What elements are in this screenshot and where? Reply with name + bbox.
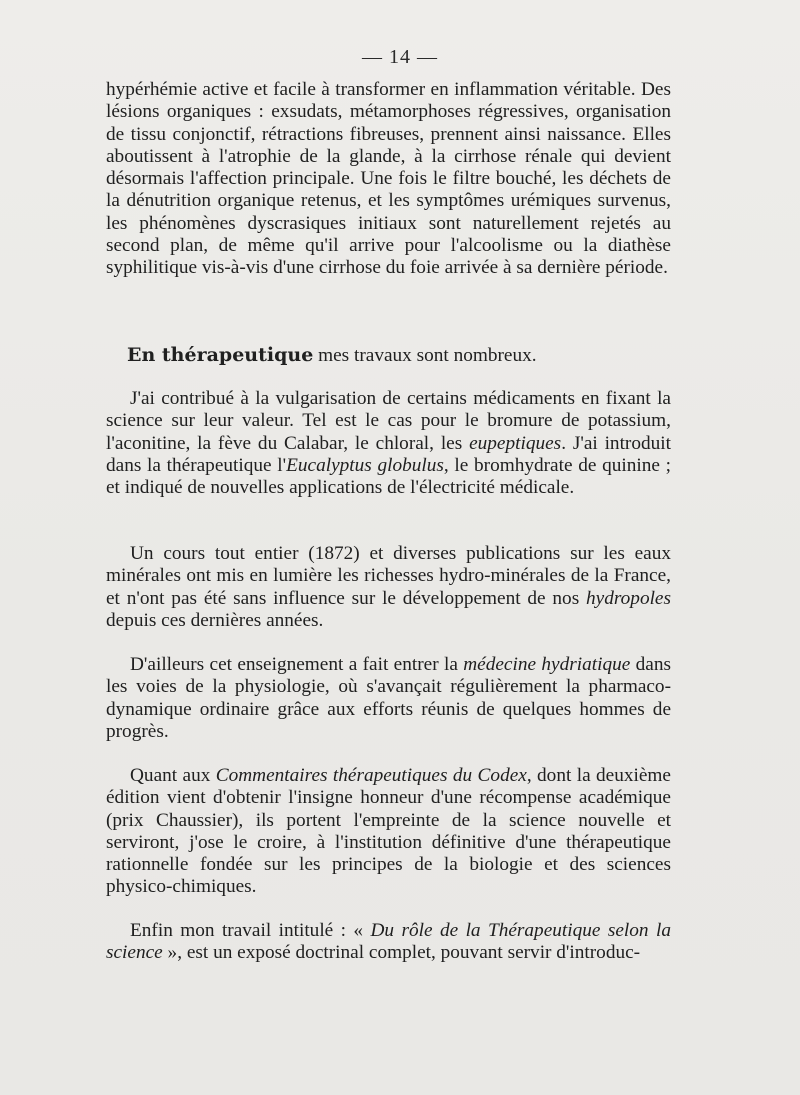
paragraph-6-text-b: , dont la deuxième édition vient d'obtenir l'insigne honneur d'une récompense académique (prix Chaussier), ils portent l'empreinte de la science nouvelle et serviront, j'ose le croire, à l'institution définitive d'une thérapeutique rationnelle fondée sur les principes de la biologie et des sciences physico-chimiques. xyxy=(106,765,671,898)
paragraph-3-text-b: . J'ai introduit dans la thérapeutique l' xyxy=(106,432,671,476)
paragraph-7 xyxy=(106,920,671,965)
paragraph-3-italic-b: Eucalyptus globulus xyxy=(286,454,444,476)
section-lead: En thérapeutique xyxy=(127,344,314,366)
paragraph-4 xyxy=(106,543,671,632)
paragraph-3-text-a: J'ai contribué à la vulgarisation de certains médicaments en fixant la science sur leur valeur. Tel est le cas pour le bromure de potassium, l'aconitine, la fève du Calabar, le chloral, les xyxy=(106,388,671,454)
paragraph-6 xyxy=(106,765,671,899)
paragraph-5-text-a: D'ailleurs cet enseignement a fait entrer la xyxy=(130,654,464,675)
paragraph-7-italic: Du rôle de la Thérapeutique selon la science xyxy=(106,920,671,964)
paragraph-4-text-a: Un cours tout entier (1872) et diverses publications sur les eaux minérales ont mis en lumière les richesses hydro-minérales de la France, et n'ont pas été sans influence sur le développement de nos xyxy=(106,543,671,609)
paragraph-2 xyxy=(127,344,597,367)
page-number: — 14 — xyxy=(362,46,438,68)
paragraph-5-text-b: dans les voies de la physiologie, où s'avançait régulièrement la pharmaco-dynamique ordinaire grâce aux efforts réunis de quelques hommes de progrès. xyxy=(106,654,671,742)
paragraph-3-italic-a: eupeptiques xyxy=(469,432,562,454)
paragraph-1: hypérhémie active et facile à transformer en inflammation véritable. Des lésions organiques : exsudats, métamorphoses régressives, organisation de tissu conjonctif, rétractions fibreuses, prennent ainsi naissance. Elles aboutissent à l'atrophie de la glande, à la cirrhose rénale qui devient désormais l'affection principale. Une fois le filtre bouché, les déchets de la dénutrition organique retenus, et les symptômes urémiques survenus, les phénomènes dyscrasiques initiaux sont naturellement rejetés au second plan, de même qu'il arrive pour l'alcoolisme ou la diathèse syphilitique vis-à-vis d'une cirrhose du foie arrivée à sa dernière période. xyxy=(106,79,671,279)
paragraph-6-italic: Commentaires thérapeutiques du Codex xyxy=(215,765,527,786)
paragraph-4-text-b: depuis ces dernières années. xyxy=(106,609,324,631)
paragraph-4-italic: hydropoles xyxy=(586,587,671,609)
paragraph-3 xyxy=(106,388,671,499)
paragraph-5 xyxy=(106,654,671,743)
paragraph-6-text-a: Quant aux xyxy=(130,765,216,786)
paragraph-3-text-c: , le bromhydrate de quinine ; et indiqué de nouvelles applications de l'électricité médicale. xyxy=(106,454,671,499)
paragraph-7-text-a: Enfin mon travail intitulé : « xyxy=(130,920,371,941)
paragraph-7-text-b: », est un exposé doctrinal complet, pouvant servir d'introduc- xyxy=(162,942,641,964)
paragraph-2-text: mes travaux sont nombreux. xyxy=(313,345,537,366)
paragraph-5-italic: médecine hydriatique xyxy=(463,654,631,675)
